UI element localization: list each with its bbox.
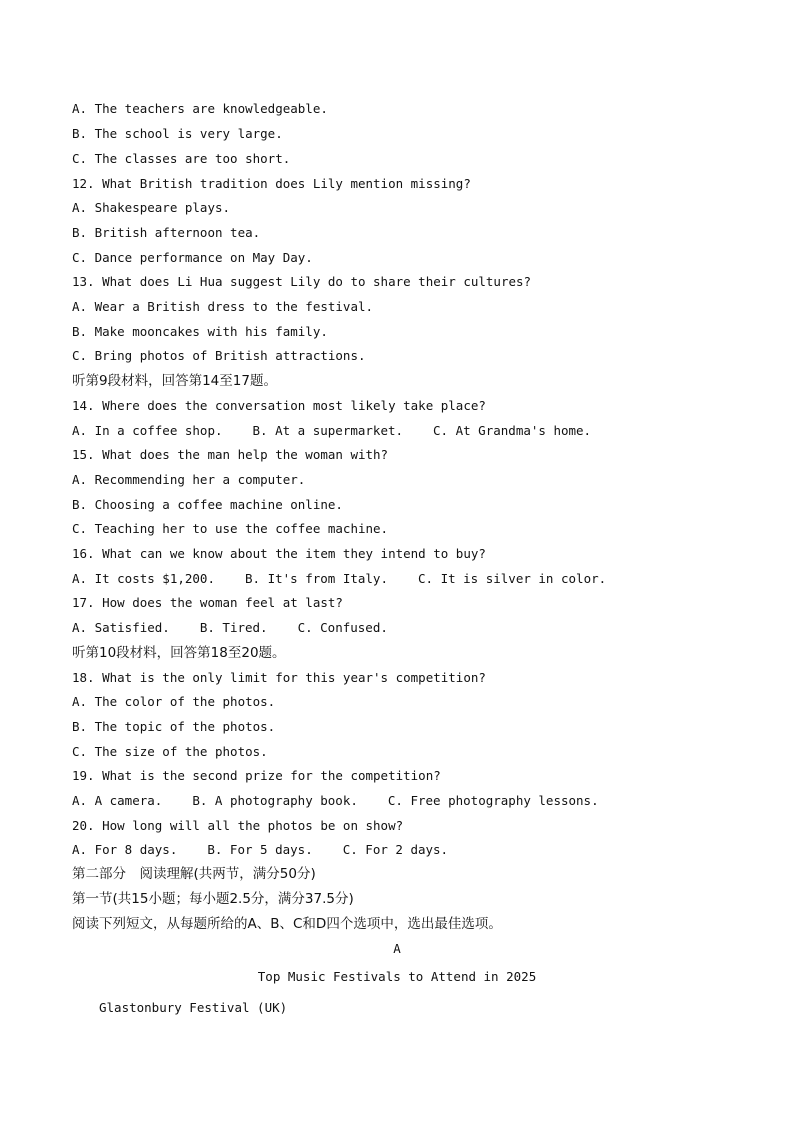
q18-option-b: B. The topic of the photos.: [72, 719, 276, 734]
q20-option-c: C. For 2 days.: [342, 842, 449, 857]
q19-options: [72, 793, 599, 809]
q17-option-b: B. Tired.: [199, 620, 268, 635]
q16-options: [72, 571, 606, 587]
q17-option-c: C. Confused.: [297, 620, 388, 635]
q13-option-a: A. Wear a British dress to the festival.: [72, 299, 374, 314]
q14-option-a: A. In a coffee shop.: [72, 423, 223, 438]
q12-option-c: C. Dance performance on May Day.: [72, 250, 313, 265]
q11-option-b: B. The school is very large.: [72, 126, 283, 141]
q15-option-b: B. Choosing a coffee machine online.: [72, 497, 343, 512]
q19-option-c: C. Free photography lessons.: [387, 793, 599, 808]
q16-option-a: A. It costs $1,200.: [72, 571, 215, 586]
q12-question: 12. What British tradition does Lily mention missing?: [72, 176, 471, 191]
q20-options: [72, 842, 448, 858]
q12-option-a: A. Shakespeare plays.: [72, 200, 231, 215]
passage-letter: A: [393, 941, 401, 956]
q17-option-a: A. Satisfied.: [72, 620, 170, 635]
q16-question: 16. What can we know about the item they intend to buy?: [72, 546, 486, 561]
q15-question: 15. What does the man help the woman with?: [72, 447, 389, 462]
q18-question: 18. What is the only limit for this year's competition?: [72, 670, 486, 685]
q17-question: 17. How does the woman feel at last?: [72, 595, 343, 610]
q14-question: 14. Where does the conversation most likely take place?: [72, 398, 486, 413]
q18-option-a: A. The color of the photos.: [72, 694, 276, 709]
q14-option-b: B. At a supermarket.: [252, 423, 404, 438]
q13-question: 13. What does Li Hua suggest Lily do to share their cultures?: [72, 274, 532, 289]
q20-option-b: B. For 5 days.: [207, 842, 313, 857]
q18-option-c: C. The size of the photos.: [72, 744, 268, 759]
q13-option-c: C. Bring photos of British attractions.: [72, 348, 366, 363]
q16-option-c: C. It is silver in color.: [418, 571, 607, 586]
q12-option-b: B. British afternoon tea.: [72, 225, 261, 240]
q16-option-b: B. It's from Italy.: [245, 571, 388, 586]
section10-instruction: 听第10段材料，回答第18至20题。: [72, 645, 286, 661]
reading-instruction: 阅读下列短文，从每题所给的A、B、C和D四个选项中，选出最佳选项。: [72, 916, 502, 932]
q14-options: [72, 423, 591, 439]
q17-options: [72, 620, 388, 636]
q14-option-c: C. At Grandma's home.: [433, 423, 592, 438]
passage-title: Top Music Festivals to Attend in 2025: [257, 969, 537, 984]
q19-option-b: B. A photography book.: [192, 793, 358, 808]
q15-option-a: A. Recommending her a computer.: [72, 472, 306, 487]
section9-instruction: 听第9段材料，回答第14至17题。: [72, 373, 277, 389]
q20-question: 20. How long will all the photos be on show?: [72, 818, 404, 833]
passage-subheading: Glastonbury Festival (UK): [99, 1000, 288, 1015]
q19-question: 19. What is the second prize for the competition?: [72, 768, 441, 783]
q11-option-a: A. The teachers are knowledgeable.: [72, 101, 328, 116]
q13-option-b: B. Make mooncakes with his family.: [72, 324, 328, 339]
q15-option-c: C. Teaching her to use the coffee machine.: [72, 521, 389, 536]
section1-heading: 第一节(共15小题；每小题2.5分，满分37.5分): [72, 891, 354, 907]
part2-heading: 第二部分 阅读理解(共两节，满分50分): [72, 866, 316, 882]
q20-option-a: A. For 8 days.: [72, 842, 178, 857]
q11-option-c: C. The classes are too short.: [72, 151, 291, 166]
q19-option-a: A. A camera.: [72, 793, 163, 808]
